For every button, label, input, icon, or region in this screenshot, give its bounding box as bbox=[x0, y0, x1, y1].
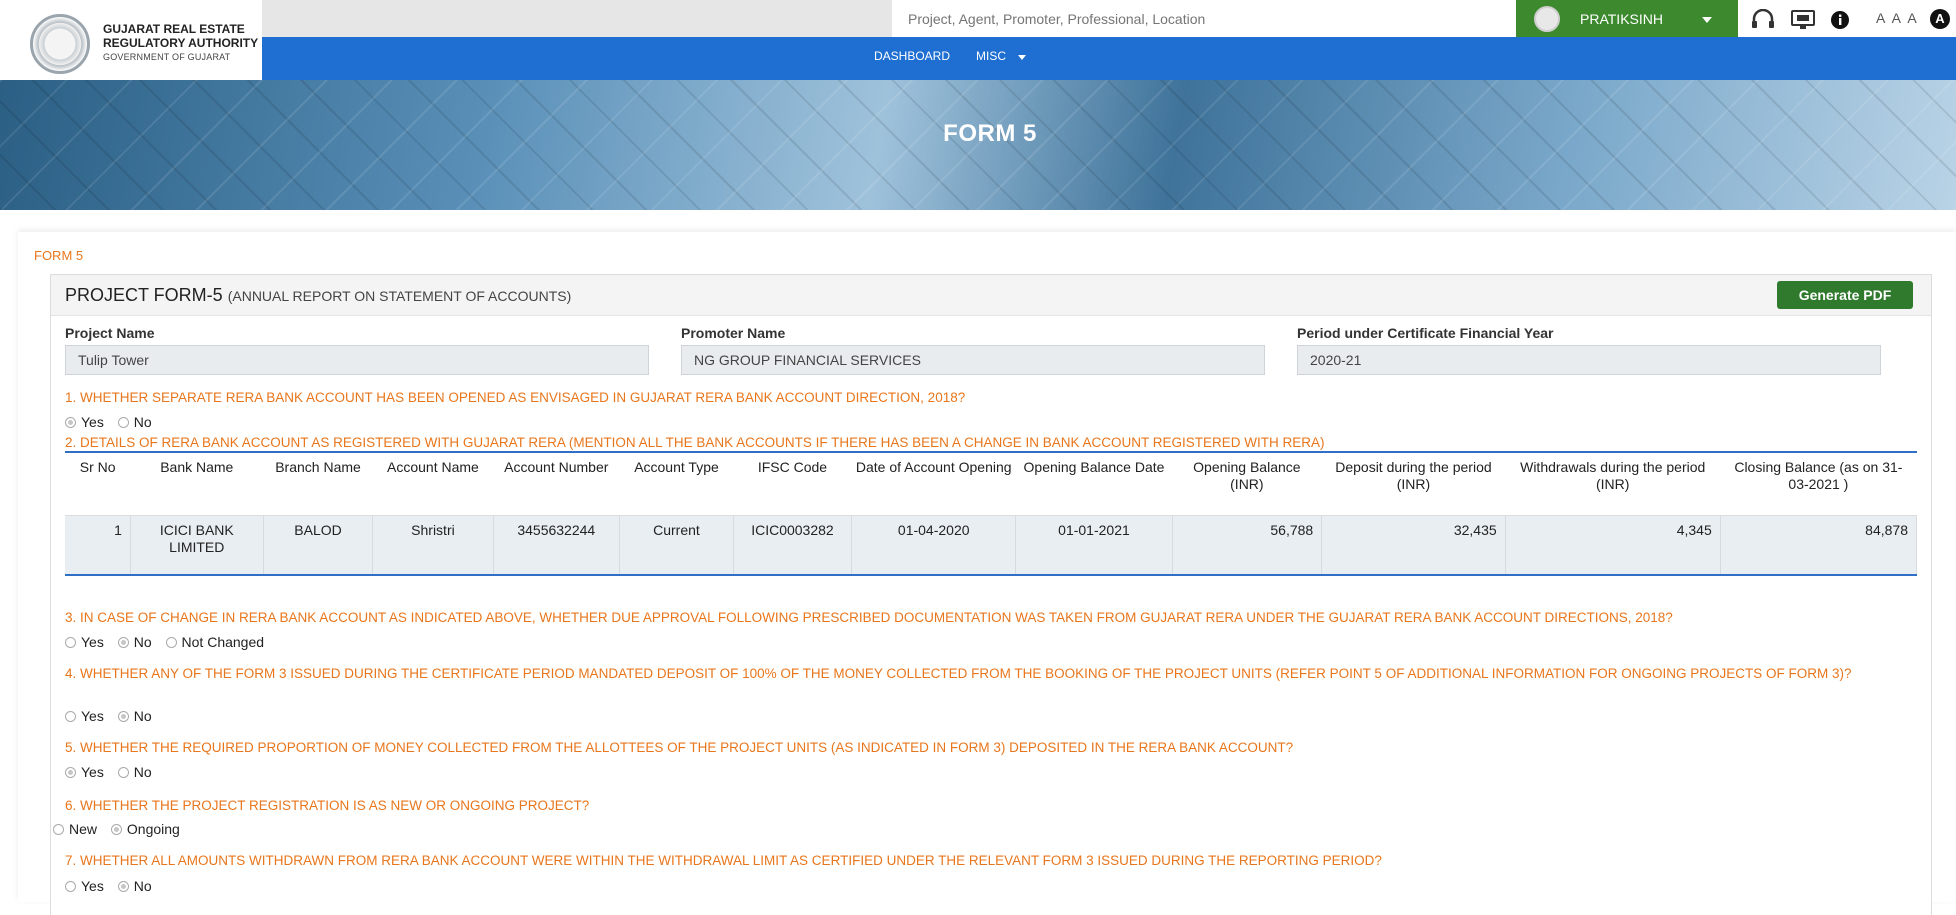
search-strip bbox=[262, 0, 1516, 37]
question-3-options bbox=[65, 634, 274, 650]
q6-ongoing-radio[interactable] bbox=[111, 824, 122, 835]
question-5: 5. WHETHER THE REQUIRED PROPORTION OF MONEY COLLECTED FROM THE ALLOTTEES OF THE PROJECT UNITS (AS INDICATED IN FORM 3) DEPOSITED IN THE RERA BANK ACCOUNT? bbox=[65, 740, 1294, 755]
search-box bbox=[892, 0, 1522, 37]
q3-no-label: No bbox=[133, 634, 152, 650]
font-size-controls[interactable]: A A A bbox=[1876, 10, 1919, 26]
breadcrumb[interactable]: FORM 5 bbox=[34, 248, 84, 263]
col-deposit: Deposit during the period (INR) bbox=[1322, 452, 1505, 516]
q5-yes-label: Yes bbox=[81, 764, 104, 780]
page-banner bbox=[0, 80, 1956, 210]
page-title bbox=[65, 285, 571, 306]
gujarat-seal-icon bbox=[30, 14, 90, 74]
table-header-row bbox=[65, 452, 1917, 516]
cell-open-date: 01-04-2020 bbox=[851, 516, 1015, 576]
cell-account-name: Shristri bbox=[373, 516, 493, 576]
avatar bbox=[1534, 6, 1560, 32]
generate-pdf-button[interactable]: Generate PDF bbox=[1777, 281, 1913, 309]
project-name-field[interactable]: Tulip Tower bbox=[65, 345, 649, 375]
promoter-name-label: Promoter Name bbox=[681, 325, 786, 341]
cell-sr: 1 bbox=[65, 516, 130, 576]
question-3: 3. IN CASE OF CHANGE IN RERA BANK ACCOUNT AS INDICATED ABOVE, WHETHER DUE APPROVAL FOLLOWING PRESCRIBED DOCUMENTATION WAS TAKEN FROM GUJARAT RERA UNDER THE GUJARAT RERA BANK ACCOUNT DIRECTIONS, 2018? bbox=[65, 610, 1673, 625]
q4-no-label: No bbox=[133, 708, 152, 724]
col-ifsc: IFSC Code bbox=[733, 452, 851, 516]
screen-reader-icon[interactable] bbox=[1790, 9, 1816, 31]
question-4-options bbox=[65, 708, 162, 724]
col-account-number: Account Number bbox=[493, 452, 620, 516]
cell-account-type: Current bbox=[620, 516, 734, 576]
q3-yes-label: Yes bbox=[81, 634, 104, 650]
question-4: 4. WHETHER ANY OF THE FORM 3 ISSUED DURING THE CERTIFICATE PERIOD MANDATED DEPOSIT OF 100% OF THE MONEY COLLECTED FROM THE BOOKING OF THE PROJECT UNITS (REFER POINT 5 OF ADDITIONAL INFORMATION FOR ONGOING PROJECTS OF FORM 3)? bbox=[65, 666, 1852, 681]
panel-header bbox=[51, 275, 1931, 316]
q7-yes-radio[interactable] bbox=[65, 881, 76, 892]
cell-account-number: 3455632244 bbox=[493, 516, 620, 576]
q7-no-radio[interactable] bbox=[118, 881, 129, 892]
banner-title: FORM 5 bbox=[943, 120, 1037, 147]
nav-dashboard[interactable]: DASHBOARD bbox=[874, 49, 951, 63]
col-ob-inr: Opening Balance (INR) bbox=[1172, 452, 1322, 516]
main-navbar bbox=[262, 37, 1956, 80]
form-panel bbox=[50, 274, 1932, 915]
logo-line-3: GOVERNMENT OF GUJARAT bbox=[103, 52, 231, 62]
question-7: 7. WHETHER ALL AMOUNTS WITHDRAWN FROM RERA BANK ACCOUNT WERE WITHIN THE WITHDRAWAL LIMIT AS CERTIFIED UNDER THE RELEVANT FORM 3 ISSUED DURING THE REPORTING PERIOD? bbox=[65, 853, 1382, 868]
question-1: 1. WHETHER SEPARATE RERA BANK ACCOUNT HAS BEEN OPENED AS ENVISAGED IN GUJARAT RERA BANK ACCOUNT DIRECTION, 2018? bbox=[65, 390, 966, 405]
question-6: 6. WHETHER THE PROJECT REGISTRATION IS AS NEW OR ONGOING PROJECT? bbox=[65, 798, 590, 813]
q7-no-label: No bbox=[133, 878, 152, 894]
bank-accounts-table bbox=[65, 451, 1917, 576]
cell-ob-inr: 56,788 bbox=[1172, 516, 1322, 576]
info-icon[interactable] bbox=[1830, 10, 1850, 30]
form-subtitle: (ANNUAL REPORT ON STATEMENT OF ACCOUNTS) bbox=[227, 288, 572, 304]
question-7-options bbox=[65, 878, 162, 894]
logo-line-2: REGULATORY AUTHORITY bbox=[103, 36, 259, 50]
q1-no-radio[interactable] bbox=[118, 417, 129, 428]
q4-yes-label: Yes bbox=[81, 708, 104, 724]
col-withdrawals: Withdrawals during the period (INR) bbox=[1505, 452, 1720, 516]
question-6-options bbox=[53, 821, 190, 837]
q5-no-label: No bbox=[133, 764, 152, 780]
cell-ob-date: 01-01-2021 bbox=[1016, 516, 1172, 576]
q6-new-radio[interactable] bbox=[53, 824, 64, 835]
user-name: PRATIKSINH bbox=[1580, 11, 1663, 27]
accessibility-tools bbox=[1738, 0, 1956, 37]
search-input[interactable] bbox=[892, 0, 1522, 37]
logo[interactable] bbox=[0, 0, 262, 81]
q3-yes-radio[interactable] bbox=[65, 637, 76, 648]
col-sr: Sr No bbox=[65, 452, 130, 516]
chevron-down-icon bbox=[1702, 17, 1712, 23]
chevron-down-icon bbox=[1018, 55, 1026, 60]
project-name-label: Project Name bbox=[65, 325, 155, 341]
q5-no-radio[interactable] bbox=[118, 767, 129, 778]
q3-no-radio[interactable] bbox=[118, 637, 129, 648]
col-open-date: Date of Account Opening bbox=[851, 452, 1015, 516]
col-account-type: Account Type bbox=[620, 452, 734, 516]
q5-yes-radio[interactable] bbox=[65, 767, 76, 778]
cell-branch-name: BALOD bbox=[263, 516, 373, 576]
user-menu-button[interactable] bbox=[1516, 0, 1738, 37]
q1-yes-label: Yes bbox=[81, 414, 104, 430]
promoter-name-field[interactable]: NG GROUP FINANCIAL SERVICES bbox=[681, 345, 1265, 375]
top-header bbox=[0, 0, 1956, 80]
cell-ifsc: ICIC0003282 bbox=[733, 516, 851, 576]
font-contrast-button[interactable]: A bbox=[1930, 9, 1950, 29]
q3-not-changed-radio[interactable] bbox=[166, 637, 177, 648]
cell-bank-name: ICICI BANK LIMITED bbox=[130, 516, 263, 576]
logo-text bbox=[103, 22, 258, 64]
col-ob-date: Opening Balance Date bbox=[1016, 452, 1172, 516]
cell-deposit: 32,435 bbox=[1322, 516, 1505, 576]
q4-no-radio[interactable] bbox=[118, 711, 129, 722]
main-content bbox=[18, 232, 1956, 902]
question-2: 2. DETAILS OF RERA BANK ACCOUNT AS REGISTERED WITH GUJARAT RERA (MENTION ALL THE BANK ACCOUNTS IF THERE HAS BEEN A CHANGE IN BANK ACCOUNT REGISTERED WITH RERA) bbox=[65, 435, 1325, 450]
q6-new-label: New bbox=[69, 821, 98, 837]
cell-closing: 84,878 bbox=[1720, 516, 1916, 576]
col-branch-name: Branch Name bbox=[263, 452, 373, 516]
cell-withdrawals: 4,345 bbox=[1505, 516, 1720, 576]
logo-line-1: GUJARAT REAL ESTATE bbox=[103, 22, 245, 36]
table-row bbox=[65, 516, 1917, 576]
col-account-name: Account Name bbox=[373, 452, 493, 516]
nav-misc[interactable]: MISC bbox=[976, 49, 1006, 63]
q7-yes-label: Yes bbox=[81, 878, 104, 894]
col-closing: Closing Balance (as on 31-03-2021 ) bbox=[1720, 452, 1916, 516]
period-field[interactable]: 2020-21 bbox=[1297, 345, 1881, 375]
q4-yes-radio[interactable] bbox=[65, 711, 76, 722]
form-title: PROJECT FORM-5 bbox=[65, 285, 223, 305]
question-5-options bbox=[65, 764, 162, 780]
q1-yes-radio[interactable] bbox=[65, 417, 76, 428]
headphones-icon[interactable] bbox=[1750, 9, 1776, 29]
question-1-options bbox=[65, 414, 162, 430]
q6-ongoing-label: Ongoing bbox=[126, 821, 180, 837]
q1-no-label: No bbox=[133, 414, 152, 430]
col-bank-name: Bank Name bbox=[130, 452, 263, 516]
q3-not-changed-label: Not Changed bbox=[181, 634, 265, 650]
period-label: Period under Certificate Financial Year bbox=[1297, 325, 1554, 341]
